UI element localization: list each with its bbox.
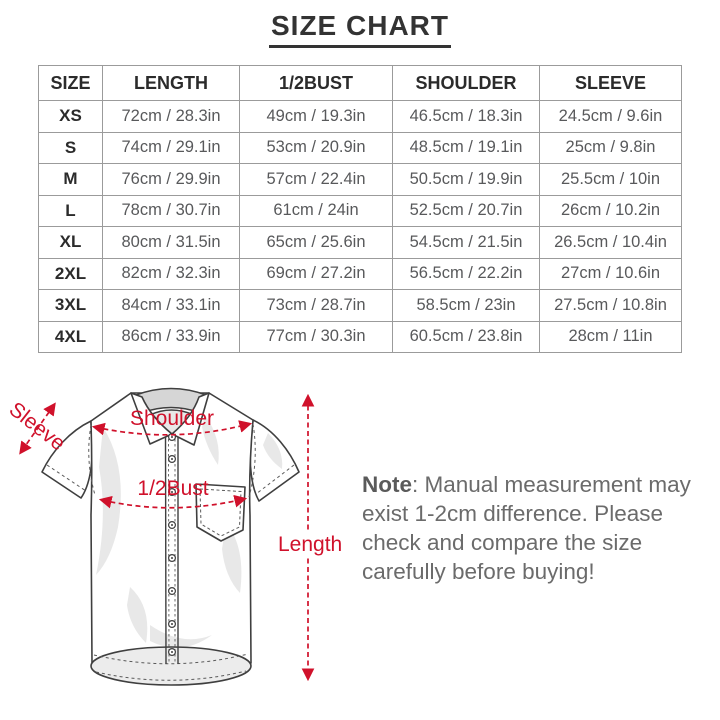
column-header-sleeve: SLEEVE [540,66,682,101]
sleeve-cell: 26cm / 10.2in [540,195,682,227]
shirt-illustration [0,355,360,720]
bust-label: 1/2Bust [137,477,209,500]
bust-cell: 53cm / 20.9in [240,132,393,164]
sleeve-cell: 27.5cm / 10.8in [540,290,682,322]
length-cell: 76cm / 29.9in [103,164,240,196]
sleeve-cell: 25cm / 9.8in [540,132,682,164]
sleeve-cell: 27cm / 10.6in [540,258,682,290]
table-header-row [39,66,682,101]
sleeve-cell: 28cm / 11in [540,321,682,353]
shoulder-cell: 46.5cm / 18.3in [393,101,540,133]
length-cell: 82cm / 32.3in [103,258,240,290]
length-cell: 86cm / 33.9in [103,321,240,353]
shoulder-label: Shoulder [129,407,215,430]
length-cell: 84cm / 33.1in [103,290,240,322]
size-cell: XL [39,227,103,259]
bust-cell: 61cm / 24in [240,195,393,227]
shoulder-cell: 60.5cm / 23.8in [393,321,540,353]
size-cell: 2XL [39,258,103,290]
sleeve-arrow [21,405,54,452]
table-row [39,290,682,322]
shoulder-cell: 52.5cm / 20.7in [393,195,540,227]
table-row [39,132,682,164]
note-text [362,470,702,586]
table-row [39,321,682,353]
table-row [39,258,682,290]
bust-cell: 73cm / 28.7in [240,290,393,322]
sleeve-cell: 24.5cm / 9.6in [540,101,682,133]
shoulder-cell: 56.5cm / 22.2in [393,258,540,290]
shoulder-cell: 58.5cm / 23in [393,290,540,322]
column-header-length: LENGTH [103,66,240,101]
column-header-shoulder: SHOULDER [393,66,540,101]
page-title-wrap [0,10,720,48]
table-row [39,101,682,133]
size-cell: S [39,132,103,164]
column-header-size: SIZE [39,66,103,101]
shoulder-cell: 50.5cm / 19.9in [393,164,540,196]
size-cell: 3XL [39,290,103,322]
shirt-measure-diagram [0,355,360,720]
bust-cell: 57cm / 22.4in [240,164,393,196]
size-cell: XS [39,101,103,133]
length-cell: 80cm / 31.5in [103,227,240,259]
page-title: SIZE CHART [269,10,451,48]
table-row [39,227,682,259]
shoulder-cell: 48.5cm / 19.1in [393,132,540,164]
bust-cell: 77cm / 30.3in [240,321,393,353]
bust-cell: 69cm / 27.2in [240,258,393,290]
table-row [39,164,682,196]
sleeve-label: Sleeve [4,397,70,456]
note-label: Note [362,472,412,497]
length-cell: 74cm / 29.1in [103,132,240,164]
sleeve-cell: 25.5cm / 10in [540,164,682,196]
length-cell: 72cm / 28.3in [103,101,240,133]
bust-cell: 49cm / 19.3in [240,101,393,133]
table-row [39,195,682,227]
size-cell: M [39,164,103,196]
shoulder-cell: 54.5cm / 21.5in [393,227,540,259]
sleeve-cell: 26.5cm / 10.4in [540,227,682,259]
column-header-bust: 1/2BUST [240,66,393,101]
size-table [38,65,682,353]
size-cell: 4XL [39,321,103,353]
note-body: : Manual measurement may exist 1-2cm difference. Please check and compare the size carefully before buying! [362,472,691,584]
length-label: Length [278,533,343,556]
bust-cell: 65cm / 25.6in [240,227,393,259]
size-cell: L [39,195,103,227]
length-cell: 78cm / 30.7in [103,195,240,227]
